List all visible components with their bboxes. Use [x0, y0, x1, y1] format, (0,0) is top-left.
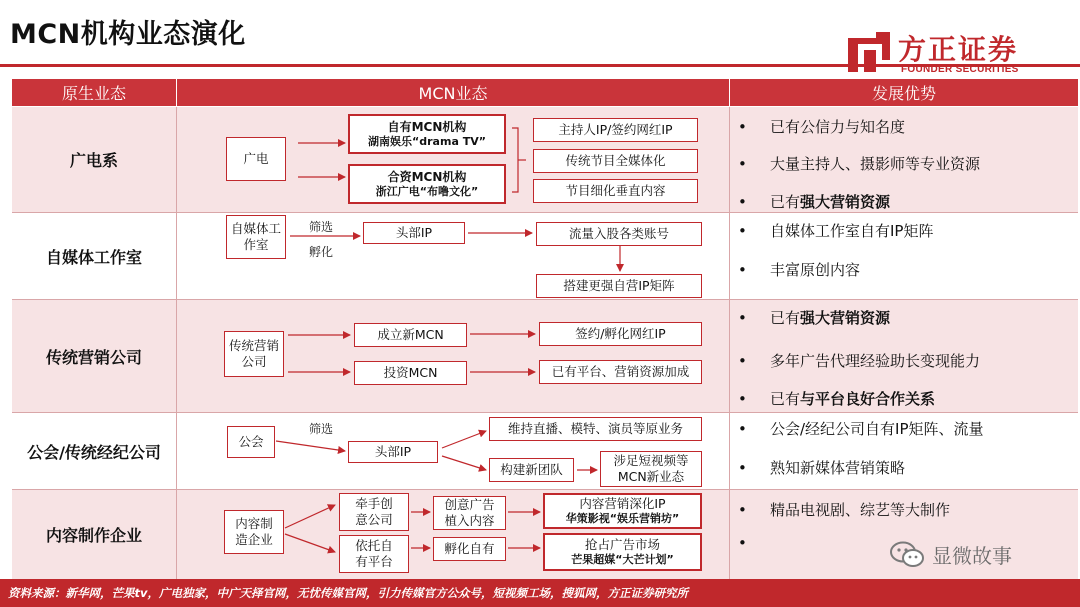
source-box-gonghui: 公会 — [227, 426, 275, 458]
mcn-jv-box — [348, 164, 506, 204]
advantage-item: • 大量主持人、摄影师等专业资源 — [738, 155, 981, 173]
mcn-own-title: 自有MCN机构 — [387, 119, 467, 134]
wechat-icon — [890, 541, 924, 569]
source-box-yingxiao: 传统营销公司 — [224, 331, 284, 377]
outcome-title: 内容营销深化IP — [579, 496, 666, 512]
source-box-guangdian: 广电 — [226, 137, 286, 181]
outcome-box: 搭建更强自营IP矩阵 — [536, 274, 702, 298]
watermark — [890, 540, 1012, 569]
mcn-jv-title: 合资MCN机构 — [387, 169, 467, 184]
advantage-item: • 已有强大营销资源 — [738, 193, 891, 211]
founder-logo — [846, 28, 1036, 76]
outcome-box-emphasis — [543, 493, 702, 529]
advantage-item: • 熟知新媒体营销策略 — [738, 459, 906, 477]
advantage-item: • 精品电视剧、综艺等大制作 — [738, 501, 951, 519]
mid-box: 投资MCN — [354, 361, 467, 385]
advantage-item: • 自媒体工作室自有IP矩阵 — [738, 222, 934, 240]
category-yingxiao: 传统营销公司 — [45, 347, 142, 367]
advantage-item: • 多年广告代理经验助长变现能力 — [738, 352, 981, 370]
bullet-icon: • — [738, 459, 747, 477]
bullet-icon: • — [738, 309, 747, 327]
header-mcn: MCN业态 — [177, 79, 729, 106]
mid-box: 成立新MCN — [354, 323, 467, 347]
bullet-icon: • — [738, 501, 747, 519]
outcome-example: 华策影视“娱乐营销坊” — [565, 511, 680, 525]
outcome-box: 主持人IP/签约网红IP — [533, 118, 698, 142]
flow-label-incubate: 孵化 — [309, 245, 334, 259]
mid-box: 依托自有平台 — [339, 535, 409, 573]
advantage-item: • 公会/经纪公司自有IP矩阵、流量 — [738, 420, 984, 438]
bullet-icon: • — [738, 155, 747, 173]
logo-name: 方正证券 — [898, 33, 1019, 66]
outcome-box: 构建新团队 — [489, 458, 574, 482]
step-box: 孵化自有 — [433, 537, 506, 561]
bullet-icon: • — [738, 390, 747, 408]
outcome-box: 维持直播、模特、演员等原业务 — [489, 417, 702, 441]
flow-label-screen: 筛选 — [309, 220, 334, 234]
step-box: 创意广告植入内容 — [433, 496, 506, 530]
category-zimeiti: 自媒体工作室 — [45, 247, 142, 267]
category-neirong: 内容制作企业 — [45, 526, 142, 545]
outcome-box: 已有平台、营销资源加成 — [539, 360, 702, 384]
watermark-text: 显微故事 — [932, 544, 1012, 568]
mid-box: 牵手创意公司 — [339, 493, 409, 531]
outcome-box: 传统节目全媒体化 — [533, 149, 698, 173]
advantage-item: • 已有与平台良好合作关系 — [738, 390, 936, 408]
outcome-box: 流量入股各类账号 — [536, 222, 702, 246]
mcn-own-example: 湖南娱乐“drama TV” — [368, 134, 486, 148]
flow-label-screen: 筛选 — [309, 422, 334, 436]
bullet-icon: • — [738, 420, 747, 438]
source-box-zimeiti: 自媒体工作室 — [226, 215, 286, 259]
advantage-item: • 丰富原创内容 — [738, 261, 861, 279]
header-origin: 原生业态 — [12, 79, 176, 106]
advantage-item — [738, 534, 770, 552]
advantage-item: • 已有强大营销资源 — [738, 309, 891, 327]
outcome-box-emphasis — [543, 533, 702, 571]
mid-box-head-ip: 头部IP — [348, 441, 438, 463]
outcome-box: 节目细化垂直内容 — [533, 179, 698, 203]
bullet-icon: • — [738, 118, 747, 136]
column-divider — [729, 107, 730, 579]
category-guangdian: 广电系 — [69, 151, 118, 170]
bullet-icon: • — [738, 534, 747, 552]
mid-box-head-ip: 头部IP — [363, 222, 465, 244]
logo-subtitle: FOUNDER SECURITIES — [901, 64, 1019, 75]
bullet-icon: • — [738, 222, 747, 240]
mcn-own-box — [348, 114, 506, 154]
bullet-icon: • — [738, 352, 747, 370]
outcome-box: 涉足短视频等MCN新业态 — [600, 451, 702, 487]
category-gonghui: 公会/传统经纪公司 — [27, 442, 161, 462]
bullet-icon: • — [738, 193, 747, 211]
source-footer: 资料来源：新华网，芒果tv，广电独家，中广天择官网，无忧传媒官网，引力传媒官方公众号，短视频工场，搜狐网，方正证券研究所 — [0, 579, 1080, 607]
page-title: MCN机构业态演化 — [10, 19, 246, 50]
outcome-title: 抢占广告市场 — [584, 537, 660, 553]
advantage-item: • 已有公信力与知名度 — [738, 118, 906, 136]
bullet-icon: • — [738, 261, 747, 279]
column-divider — [176, 107, 177, 579]
outcome-box: 签约/孵化网红IP — [539, 322, 702, 346]
founder-logo-icon — [846, 30, 892, 74]
source-box-neirong: 内容制造企业 — [224, 510, 284, 554]
mcn-jv-example: 浙江广电“布噜文化” — [375, 184, 479, 198]
header-advantage: 发展优势 — [730, 79, 1078, 106]
outcome-example: 芒果超媒“大芒计划” — [571, 552, 674, 566]
